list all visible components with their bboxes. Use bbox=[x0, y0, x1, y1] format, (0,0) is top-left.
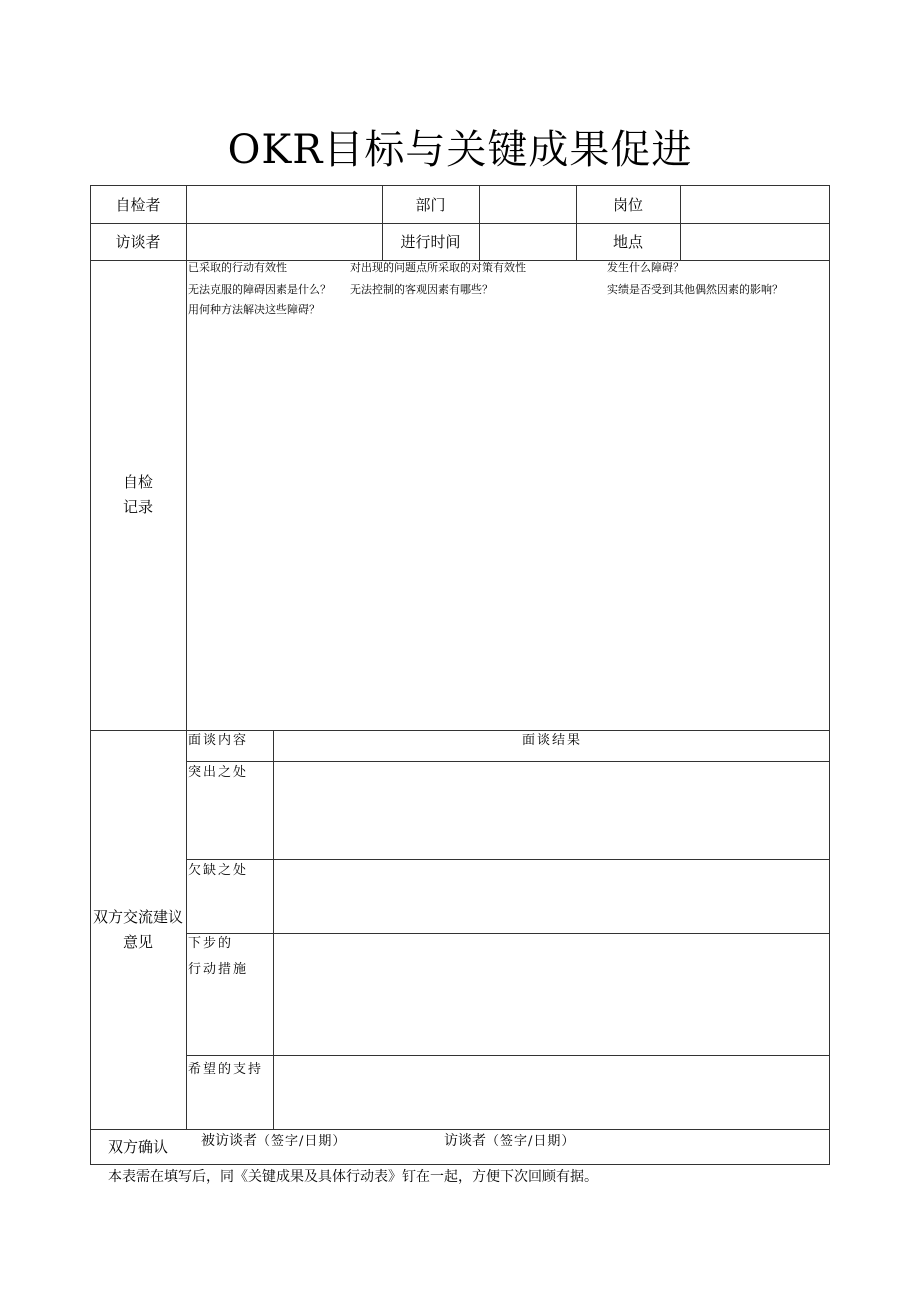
self-check-label-line2: 记录 bbox=[122, 498, 153, 516]
interviewer-confirm-label: 访谈者 bbox=[444, 1133, 486, 1149]
exchange-label-line1: 双方交流建议 bbox=[92, 907, 183, 926]
department-field[interactable] bbox=[480, 186, 576, 223]
interviewee-signature[interactable] bbox=[201, 1130, 346, 1150]
result-header: 面谈结果 bbox=[521, 733, 582, 748]
time-label: 进行时间 bbox=[400, 233, 461, 251]
exchange-label bbox=[90, 730, 186, 1129]
interviewer-signature[interactable] bbox=[444, 1130, 575, 1150]
content-header: 面谈内容 bbox=[188, 733, 249, 748]
next-steps-label-line2: 行动措施 bbox=[188, 962, 249, 977]
location-label: 地点 bbox=[612, 233, 643, 251]
self-checker-field[interactable] bbox=[187, 186, 382, 223]
support-field[interactable] bbox=[274, 1056, 829, 1129]
interviewee-sig-hint: （签字/日期） bbox=[257, 1134, 347, 1149]
hint-countermeasure-effectiveness: 对出现的问题点所采取的对策有效性 bbox=[350, 261, 526, 274]
self-check-writing-area[interactable] bbox=[187, 325, 829, 730]
page-title: OKR目标与关键成果促进 bbox=[227, 127, 693, 173]
hint-solution-method: 用何种方法解决这些障碍？ bbox=[188, 303, 320, 316]
weaknesses-field[interactable] bbox=[274, 860, 829, 933]
hint-chance-factors: 实绩是否受到其他偶然因素的影响？ bbox=[607, 283, 783, 296]
interviewer-sig-hint: （签字/日期） bbox=[486, 1134, 576, 1149]
position-field[interactable] bbox=[681, 186, 829, 223]
interviewer-field[interactable] bbox=[187, 224, 382, 260]
form-border-bottom bbox=[90, 1164, 830, 1165]
time-field[interactable] bbox=[480, 224, 576, 260]
interviewer-label: 访谈者 bbox=[115, 233, 161, 251]
location-field[interactable] bbox=[681, 224, 829, 260]
next-steps-field[interactable] bbox=[274, 934, 829, 1055]
form-border-right bbox=[829, 185, 830, 1165]
weaknesses-label: 欠缺之处 bbox=[188, 863, 249, 878]
strengths-field[interactable] bbox=[274, 762, 829, 859]
interviewee-label: 被访谈者 bbox=[201, 1133, 257, 1149]
footnote: 本表需在填写后，同《关键成果及具体行动表》钉在一起，方便下次回顾有据。 bbox=[108, 1169, 598, 1185]
self-check-label bbox=[90, 260, 186, 730]
hint-uncontrollable: 无法控制的客观因素有哪些？ bbox=[350, 283, 493, 296]
okr-review-form bbox=[90, 185, 830, 1165]
hint-action-effectiveness: 已采取的行动有效性 bbox=[188, 261, 287, 274]
confirm-label: 双方确认 bbox=[107, 1138, 168, 1156]
exchange-label-line2: 意见 bbox=[122, 932, 153, 951]
position-label: 岗位 bbox=[612, 195, 643, 214]
self-check-label-line1: 自检 bbox=[122, 473, 153, 491]
department-label: 部门 bbox=[415, 195, 446, 214]
hint-obstacles: 发生什么障碍？ bbox=[607, 261, 684, 274]
next-steps-label-line1: 下步的 bbox=[188, 936, 234, 951]
strengths-label: 突出之处 bbox=[188, 765, 249, 780]
self-checker-label: 自检者 bbox=[115, 195, 161, 214]
support-label: 希望的支持 bbox=[188, 1062, 264, 1077]
hint-insurmountable: 无法克服的障碍因素是什么？ bbox=[188, 283, 331, 296]
